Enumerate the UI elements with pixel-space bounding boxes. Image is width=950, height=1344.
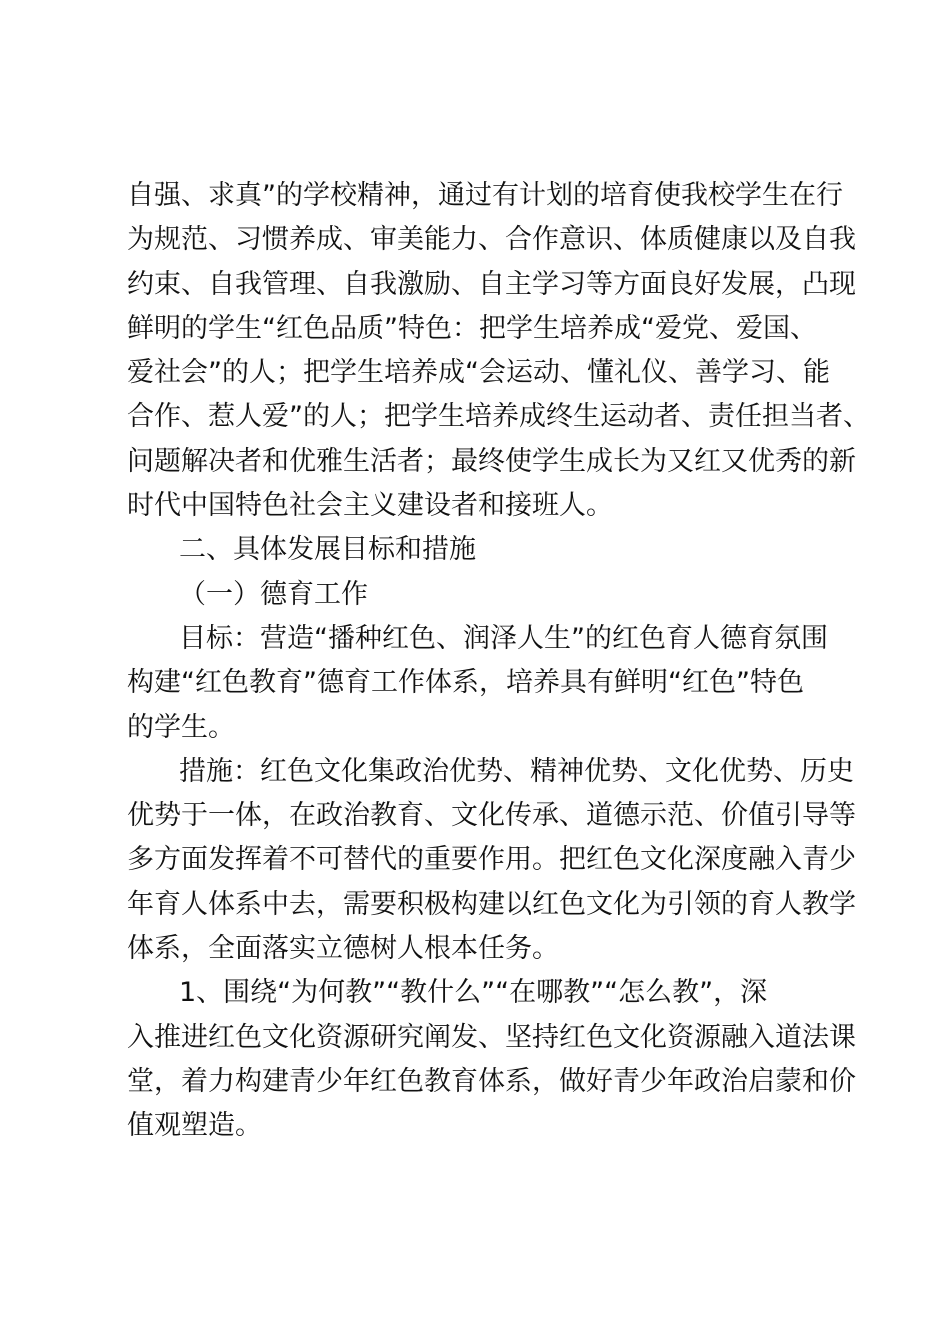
goal-line: 的学生。 bbox=[127, 711, 235, 743]
list-item-line: 1、围绕“为何教”“教什么”“在哪教”“怎么教”，深 bbox=[179, 977, 768, 1009]
measures-line: 多方面发挥着不可替代的重要作用。把红色文化深度融入青少 bbox=[127, 844, 856, 876]
list-item-line: 入推进红色文化资源研究阐发、坚持红色文化资源融入道法课 bbox=[127, 1021, 856, 1053]
measures-line: 优势于一体，在政治教育、文化传承、道德示范、价值引导等 bbox=[127, 800, 856, 832]
paragraph-line: 自强、求真”的学校精神，通过有计划的培育使我校学生在行 bbox=[127, 180, 843, 211]
paragraph-line: 约束、自我管理、自我激励、自主学习等方面良好发展，凸现 bbox=[127, 268, 856, 300]
goal-line: 构建“红色教育”德育工作体系，培养具有鲜明“红色”特色 bbox=[127, 667, 804, 699]
measures-line: 体系，全面落实立德树人根本任务。 bbox=[127, 933, 559, 965]
list-item-line: 堂，着力构建青少年红色教育体系，做好青少年政治启蒙和价 bbox=[127, 1065, 856, 1097]
paragraph-line: 为规范、习惯养成、审美能力、合作意识、体质健康以及自我 bbox=[127, 224, 856, 256]
paragraph-line: 问题解决者和优雅生活者；最终使学生成长为又红又优秀的新 bbox=[127, 445, 856, 477]
paragraph-line: 鲜明的学生“红色品质”特色：把学生培养成“爱党、爱国、 bbox=[127, 312, 817, 344]
subsection-heading: （一）德育工作 bbox=[179, 578, 368, 610]
goal-line: 目标：营造“播种红色、润泽人生”的红色育人德育氛围 bbox=[179, 622, 828, 654]
measures-line: 年育人体系中去，需要积极构建以红色文化为引领的育人教学 bbox=[127, 888, 856, 920]
list-item-line: 值观塑造。 bbox=[127, 1110, 262, 1142]
measures-line: 措施：红色文化集政治优势、精神优势、文化优势、历史 bbox=[179, 755, 854, 787]
paragraph-line: 爱社会”的人；把学生培养成“会运动、懂礼仪、善学习、能 bbox=[127, 357, 830, 389]
paragraph-line: 合作、惹人爱”的人；把学生培养成终生运动者、责任担当者、 bbox=[127, 401, 870, 433]
document-body bbox=[127, 174, 870, 1149]
paragraph-line: 时代中国特色社会主义建设者和接班人。 bbox=[127, 490, 613, 522]
section-heading: 二、具体发展目标和措施 bbox=[179, 534, 476, 566]
